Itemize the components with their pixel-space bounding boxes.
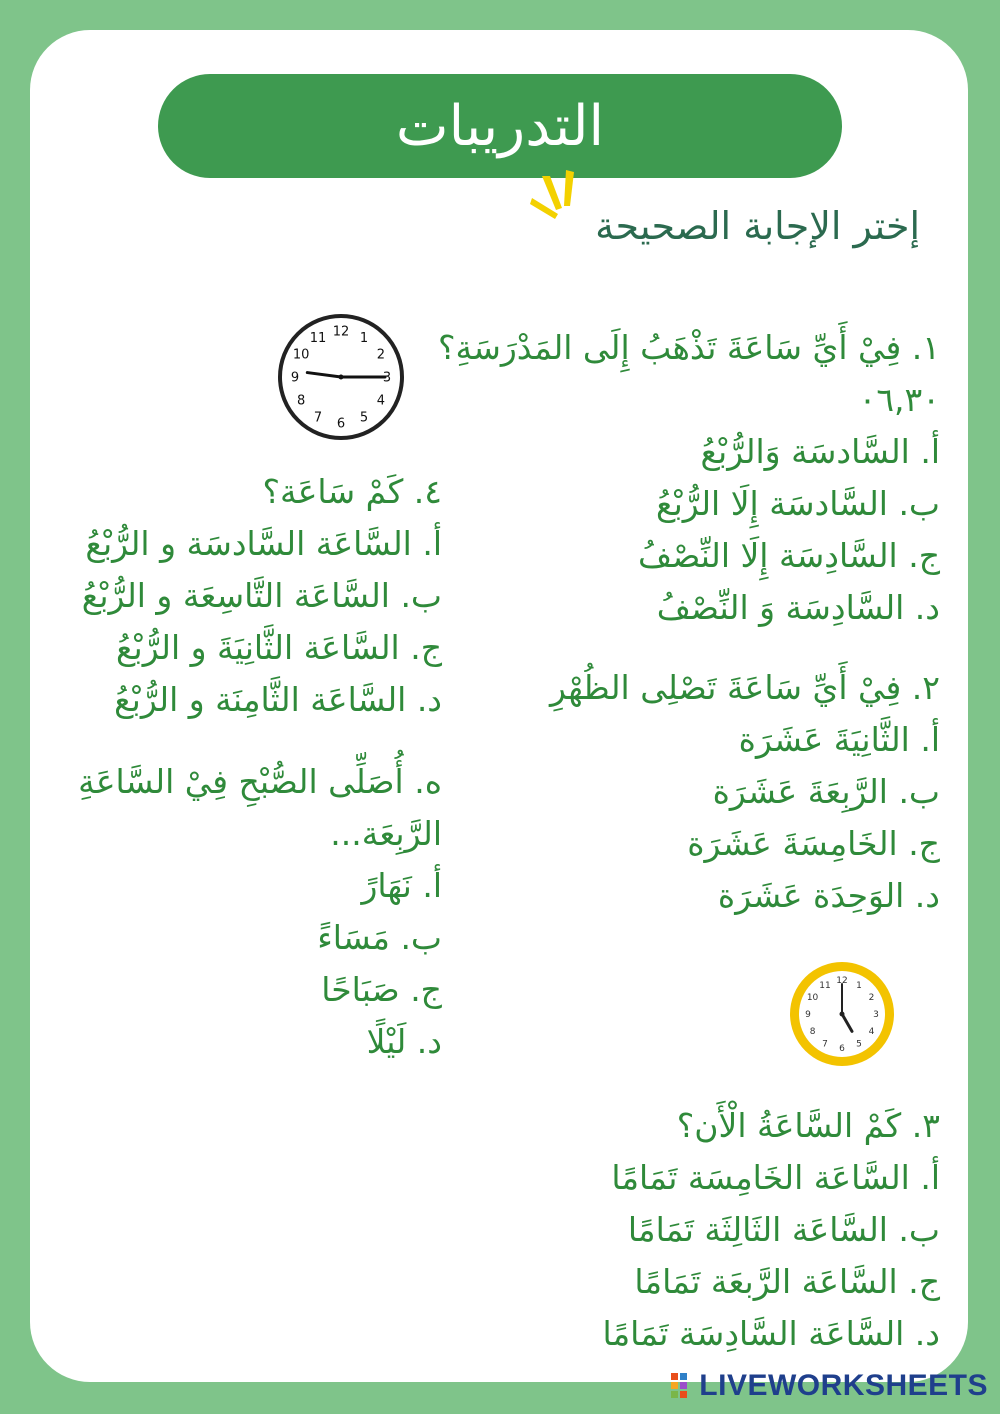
answer-option[interactable]: ج. الخَامِسَةَ عَشَرَة [687, 824, 940, 863]
liveworksheets-logo-icon [671, 1373, 695, 1399]
answer-option[interactable]: أ. نَهَارً [361, 866, 442, 905]
answer-option[interactable]: ج. صَبَاحًا [321, 970, 442, 1009]
clock-number: 11 [309, 330, 327, 346]
answer-option[interactable]: ب. مَسَاءً [317, 918, 442, 957]
question-prompt: ٤. كَمْ سَاعَة؟ [262, 472, 442, 511]
clock-number: 4 [376, 393, 385, 409]
clock-number: 8 [809, 1027, 816, 1038]
answer-option[interactable]: ب. السَّاعَة الثَالِثَة تَمَامًا [627, 1210, 940, 1249]
clock-number: 2 [868, 993, 875, 1004]
clock-number: 2 [376, 347, 385, 363]
clock-number: 12 [836, 976, 848, 987]
answer-option[interactable]: ب. السَّادسَة إِلَا الرُّبْعُ [656, 484, 940, 523]
answer-option[interactable]: أ. السَّاعَة السَّادسَة و الرُّبْعُ [85, 524, 442, 563]
question-2 [430, 662, 940, 922]
clock-number: 12 [332, 324, 350, 340]
question-prompt: ١. فِيْ أَيِّ سَاعَةَ تَذْهَبُ إِلَى المَدْرَسَةِ؟ [438, 328, 940, 367]
clock-number: 7 [313, 410, 323, 426]
clock-number: 6 [839, 1044, 845, 1055]
clock-number: 4 [868, 1027, 875, 1038]
answer-option[interactable]: ج. السَّاعَة الرَّبعَة تَمَامًا [634, 1262, 940, 1301]
answer-option[interactable]: د. الوَحِدَة عَشَرَة [717, 876, 940, 915]
question-prompt: ٣. كَمْ السَّاعَةُ الْأَن؟ [676, 1106, 940, 1145]
question-prompt-continued: الرَّبِعَة... [330, 814, 442, 853]
answer-option[interactable]: د. لَيْلًا [366, 1022, 442, 1061]
clock-number: 9 [805, 1010, 811, 1021]
answer-option[interactable]: د. السَّاعَة السَّادِسَة تَمَامًا [602, 1314, 940, 1353]
question-time: ٠٦,٣٠ [858, 380, 940, 419]
footer-brand [671, 1366, 988, 1406]
answer-option[interactable]: أ. السَّاعَة الخَامِسَة تَمَامًا [611, 1158, 940, 1197]
answer-option[interactable]: أ. السَّادسَة وَالرُّبْعُ [700, 432, 940, 471]
answer-option[interactable]: ج. السَّاعَة الثَّانِيَةَ و الرُّبْعُ [115, 628, 442, 667]
page-title: التدريبات [395, 93, 605, 159]
clock-number: 5 [359, 410, 369, 426]
clock-number: 1 [856, 980, 862, 991]
clock-quarter-past-nine-icon [276, 314, 406, 444]
clock-number: 6 [336, 416, 346, 432]
answer-option[interactable]: أ. الثَّانِيَةَ عَشَرَة [738, 720, 940, 759]
clock-number: 1 [359, 330, 369, 346]
question-5 [40, 756, 442, 1068]
clock-number: 10 [292, 347, 310, 363]
question-4 [40, 466, 442, 726]
answer-option[interactable]: د. السَّادِسَة وَ النِّصْفُ [656, 588, 940, 627]
title-banner [158, 74, 842, 178]
question-prompt: ه. أُصَلِّى الصُّبْحِ فِيْ السَّاعَةِ [78, 762, 442, 801]
clock-number: 8 [297, 393, 306, 409]
brand-name: LIVEWORKSHEETS [699, 1369, 988, 1402]
question-3 [430, 1100, 940, 1360]
clock-five-oclock-icon [786, 958, 898, 1070]
clock-number: 11 [819, 980, 831, 991]
answer-option[interactable]: ج. السَّادِسَة إِلَا النِّصْفُ [638, 536, 940, 575]
answer-option[interactable]: د. السَّاعَة الثَّامِنَة و الرُّبْعُ [114, 680, 442, 719]
answer-option[interactable]: ب. السَّاعَة التَّاسِعَة و الرُّبْعُ [81, 576, 442, 615]
clock-number: 9 [290, 370, 300, 386]
answer-option[interactable]: ب. الرَّبِعَةَ عَشَرَة [712, 772, 940, 811]
question-prompt: ٢. فِيْ أَيِّ سَاعَةَ تَصْلِى الظُهْرِ [550, 668, 940, 707]
question-1 [430, 322, 940, 634]
clock-number: 5 [856, 1039, 862, 1050]
clock-number: 10 [806, 993, 819, 1004]
instruction-heading: إختر الإجابة الصحيحة [595, 204, 920, 248]
clock-number: 3 [382, 370, 392, 386]
clock-number: 7 [822, 1039, 828, 1050]
clock-number: 3 [873, 1010, 879, 1021]
